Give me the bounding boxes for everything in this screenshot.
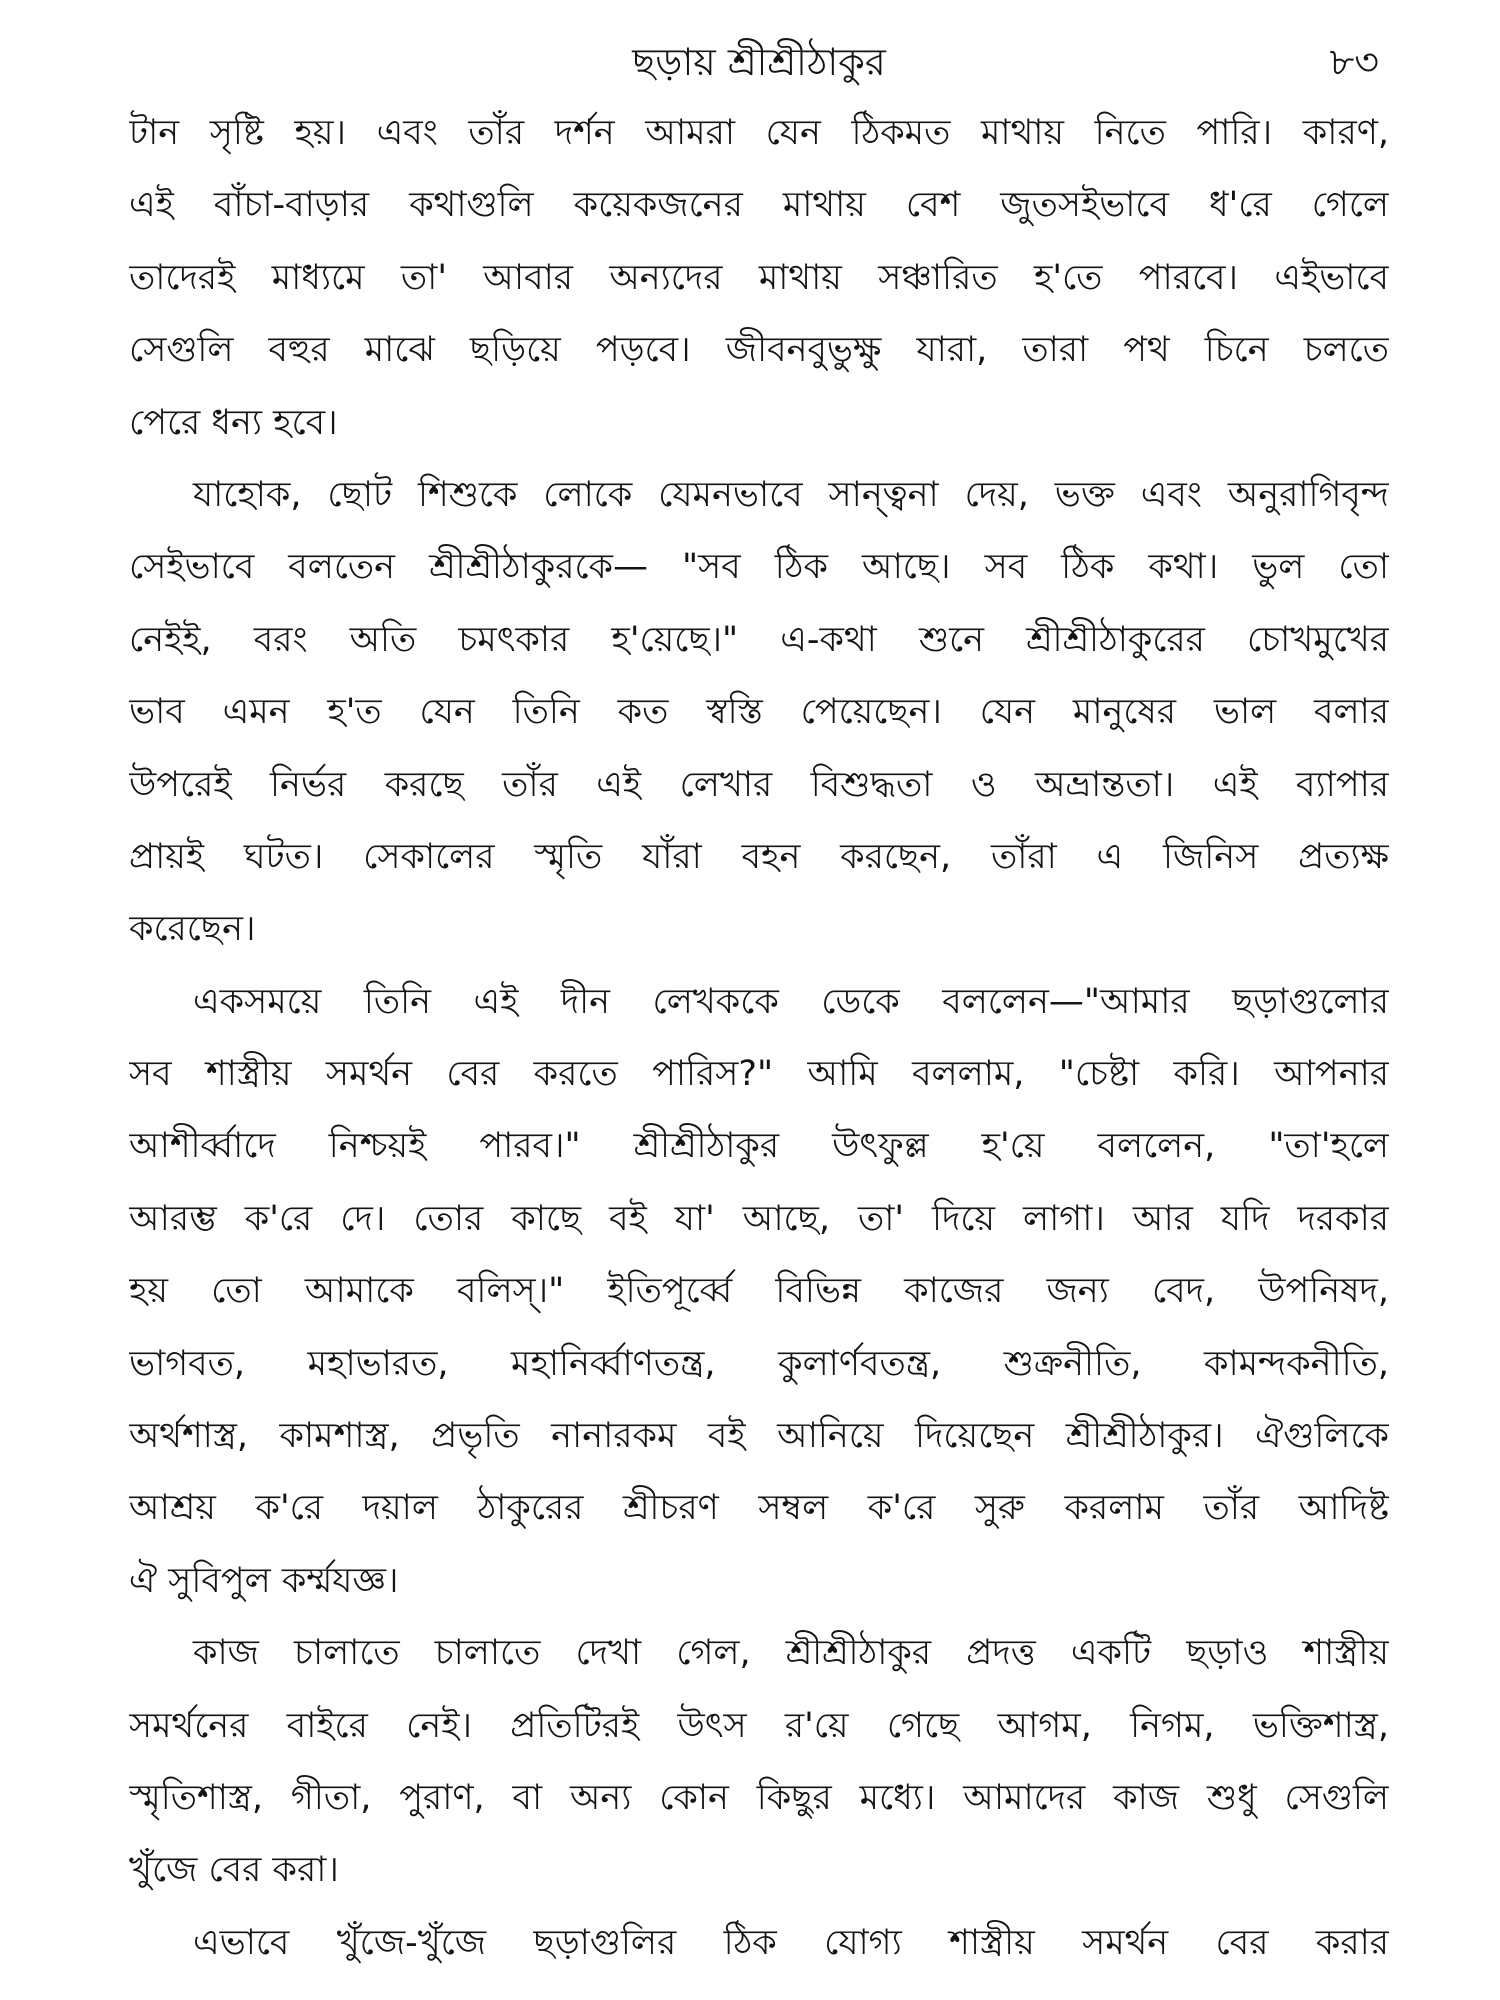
paragraph (129, 1617, 1389, 1907)
text-line: উপরেই নির্ভর করছে তাঁর এই লেখার বিশুদ্ধতা ও অভ্রান্ততা। এই ব্যাপার (129, 764, 1389, 805)
text-line: স্মৃতিশাস্ত্র, গীতা, পুরাণ, বা অন্য কোন কিছুর মধ্যে। আমাদের কাজ শুধু সেগুলি (129, 1777, 1389, 1818)
page-number: ৮৩ (1329, 40, 1379, 84)
text-line: পেরে ধন্য হবে। (129, 402, 338, 443)
text-line: সমর্থনের বাইরে নেই। প্রতিটিরই উৎস র'য়ে গেছে আগম, নিগম, ভক্তিশাস্ত্র, (129, 1705, 1389, 1746)
page-header (129, 30, 1389, 94)
text-line: হয় তো আমাকে বলিস্।" ইতিপূর্ব্বে বিভিন্ন কাজের জন্য বেদ, উপনিষদ, (129, 1271, 1389, 1312)
text-line: এই বাঁচা-বাড়ার কথাগুলি কয়েকজনের মাথায় বেশ জুতসইভাবে ধ'রে গেলে (129, 185, 1389, 226)
text-line: নেইই, বরং অতি চমৎকার হ'য়েছে।" এ-কথা শুনে শ্রীশ্রীঠাকুরের চোখমুখের (129, 619, 1389, 660)
text-line: সব শাস্ত্রীয় সমর্থন বের করতে পারিস?" আমি বললাম, "চেষ্টা করি। আপনার (129, 1054, 1389, 1095)
text-line: সেগুলি বহুর মাঝে ছড়িয়ে পড়বে। জীবনবুভুক্ষু যারা, তারা পথ চিনে চলতে (129, 330, 1389, 371)
text-line: সেইভাবে বলতেন শ্রীশ্রীঠাকুরকে— "সব ঠিক আছে। সব ঠিক কথা। ভুল তো (129, 547, 1389, 588)
page-body (129, 97, 1389, 1979)
text-line: করেছেন। (129, 909, 256, 950)
text-line: টান সৃষ্টি হয়। এবং তাঁর দর্শন আমরা যেন ঠিকমত মাথায় নিতে পারি। কারণ, (129, 113, 1389, 153)
text-line: কাজ চালাতে চালাতে দেখা গেল, শ্রীশ্রীঠাকুর প্রদত্ত একটি ছড়াও শাস্ত্রীয় (193, 1633, 1389, 1674)
text-line: ভাগবত, মহাভারত, মহানির্ব্বাণতন্ত্র, কুলার্ণবতন্ত্র, শুক্রনীতি, কামন্দকনীতি, (129, 1343, 1389, 1384)
paragraph (129, 97, 1389, 459)
text-line: ঐ সুবিপুল কর্ম্মযজ্ঞ। (129, 1560, 399, 1601)
paragraph (129, 1907, 1389, 1979)
text-line: অর্থশাস্ত্র, কামশাস্ত্র, প্রভৃতি নানারকম বই আনিয়ে দিয়েছেন শ্রীশ্রীঠাকুর। ঐগুলিকে (129, 1416, 1389, 1457)
text-line: ভাব এমন হ'ত যেন তিনি কত স্বস্তি পেয়েছেন। যেন মানুষের ভাল বলার (129, 692, 1389, 733)
text-line: আরম্ভ ক'রে দে। তোর কাছে বই যা' আছে, তা' দিয়ে লাগা। আর যদি দরকার (129, 1198, 1389, 1239)
running-title: ছড়ায় শ্রীশ্রীঠাকুর (632, 40, 886, 84)
paragraph (129, 966, 1389, 1618)
text-line: প্রায়ই ঘটত। সেকালের স্মৃতি যাঁরা বহন করছেন, তাঁরা এ জিনিস প্রত্যক্ষ (129, 836, 1389, 877)
text-line: তাদেরই মাধ্যমে তা' আবার অন্যদের মাথায় সঞ্চারিত হ'তে পারবে। এইভাবে (129, 257, 1389, 298)
text-line: যাহোক, ছোট শিশুকে লোকে যেমনভাবে সান্ত্বনা দেয়, ভক্ত এবং অনুরাগিবৃন্দ (193, 474, 1389, 515)
text-line: আশীর্ব্বাদে নিশ্চয়ই পারব।" শ্রীশ্রীঠাকুর উৎফুল্ল হ'য়ে বললেন, "তা'হলে (129, 1126, 1389, 1167)
text-line: এভাবে খুঁজে-খুঁজে ছড়াগুলির ঠিক যোগ্য শাস্ত্রীয় সমর্থন বের করার (193, 1922, 1389, 1963)
text-line: আশ্রয় ক'রে দয়াল ঠাকুরের শ্রীচরণ সম্বল ক'রে সুরু করলাম তাঁর আদিষ্ট (129, 1488, 1389, 1529)
text-line: একসময়ে তিনি এই দীন লেখককে ডেকে বললেন—"আমার ছড়াগুলোর (193, 981, 1389, 1022)
text-line: খুঁজে বের করা। (129, 1850, 339, 1891)
paragraph (129, 459, 1389, 966)
